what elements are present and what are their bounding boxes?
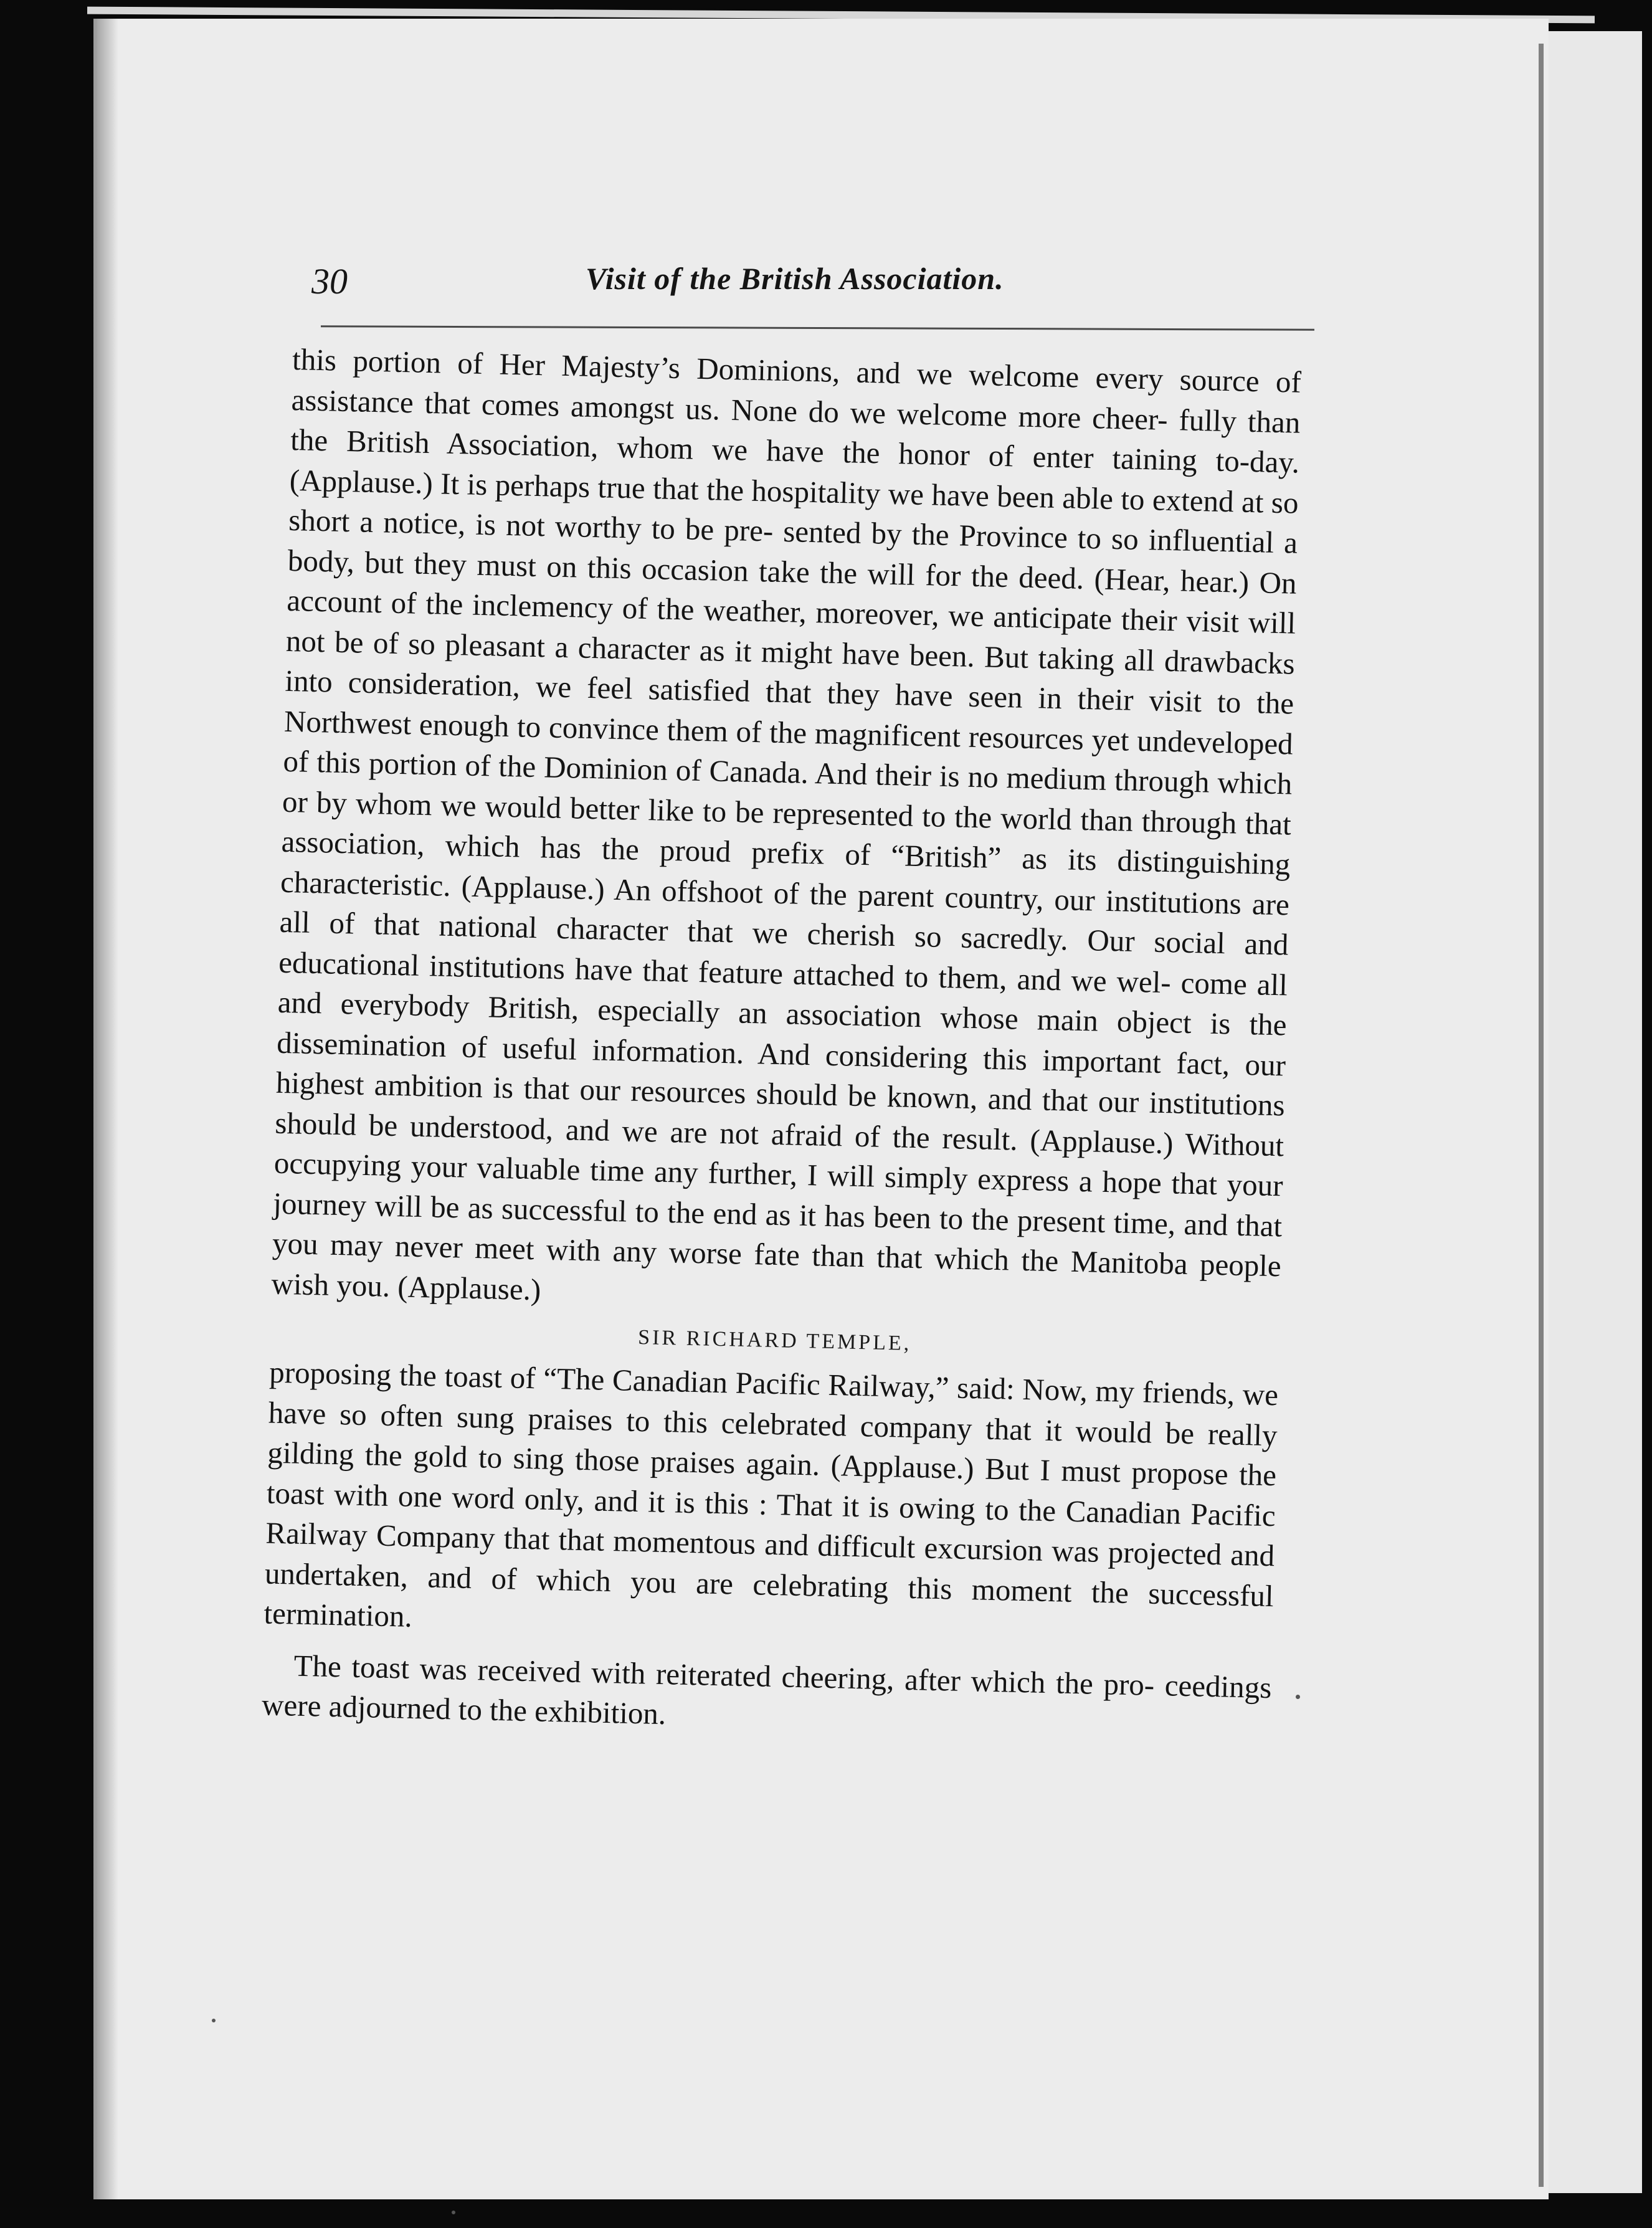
speech-paragraph: this portion of Her Majesty’s Dominions, and we welcome every source of assistance that comes amongst us. None do we welcome more cheer- fully than the British Association, whom we have the honor of enter taining to-day. (Applause.) It is perhaps true that the hospitality we have been able to extend at so short a notice, is not worthy to be pre- sented by the Province to so influential a body, but they must on this occasion take the will for the deed. (Hear, hear.) On account of the inclemency of the weather, moreover, we anticipate their visit will not be of so pleasant a character as it might have been. But taking all drawbacks into consideration, we feel satisfied that they have seen in their visit to the Northwest enough to convince them of the magnificent resources yet undeveloped of this portion of the Dominion of Canada. And their is no medium through which or by whom we would better like to be represented to the world than through that association, which has the proud prefix of “British” as its distinguishing characteristic. (Applause.) An offshoot of the parent country, our institutions are all of that national character that we cherish so sacredly. Our social and educational institutions have that feature attached to them, and we wel- come all and everybody British, especially an association whose main object is the dissemination of useful information. And considering this important fact, our highest ambition is that our resources should be known, and that our institutions should be understood, and we are not afraid of the result. (Applause.) Without occupying your valuable time any further, I will simply express a hope that your journey will be as successful to the end as it has been to the present time, and that you may never meet with any worse fate than that which the Manitoba people wish you. (Applause.) [271,341,1302,1307]
scan-speck [212,2019,216,2022]
scan-speck [452,2211,455,2214]
toast-paragraph: proposing the toast of “The Canadian Pacific Railway,” said: Now, my friends, we have so often sung praises to this celebrated company that it would be really gilding the gold to sing those praises again. (Applause.) But I must propose the toast with one word only, and it is this : That it is owing to the Canadian Pacific Railway Company that that momentous and difficult excursion was projected and undertaken, and of which you are celebrating this moment the successful termination. [263,1354,1279,1634]
page-number: 30 [311,261,348,302]
running-title: Visit of the British Association. [586,261,1004,296]
page-gutter [1539,44,1544,2187]
scan-speck [1296,1695,1300,1699]
body-text [262,340,1302,1748]
speaker-heading: SIR RICHARD TEMPLE, [637,1325,912,1355]
page-binding-shadow [93,19,118,2199]
closing-paragraph: The toast was received with reiterated cheering, after which the pro- ceedings were adjourned to the exhibition. [261,1648,1272,1731]
running-head [311,260,1308,304]
adjacent-page-edge [1549,31,1642,2193]
